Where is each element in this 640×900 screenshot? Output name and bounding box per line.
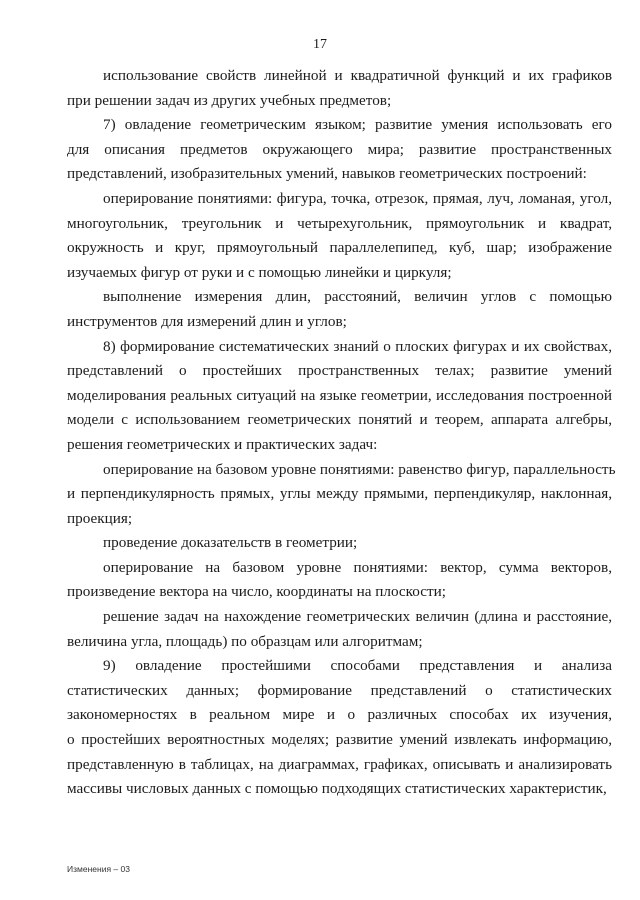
text-line: выполнение измерения длин, расстояний, величин углов с помощью: [103, 288, 612, 306]
paragraph: [67, 335, 612, 458]
text-line: представлений, изобразительных умений, навыков геометрических построений:: [67, 165, 587, 183]
text-line: при решении задач из других учебных предметов;: [67, 91, 392, 109]
paragraph: [67, 113, 612, 187]
paragraph: [67, 605, 612, 654]
text-line: оперирование на базовом уровне понятиями: вектор, сумма векторов,: [103, 558, 612, 576]
page-number: 17: [313, 37, 327, 52]
text-line: решения геометрических и практических задач:: [67, 435, 378, 453]
text-line: проведение доказательств в геометрии;: [103, 534, 358, 552]
text-line: и перпендикулярность прямых, углы между прямыми, перпендикуляр, наклонная,: [67, 485, 612, 503]
text-line: произведение вектора на число, координаты на плоскости;: [67, 583, 446, 601]
text-line: окружность и круг, прямоугольный параллелепипед, куб, шар; изображение: [67, 239, 612, 257]
text-line: инструментов для измерений длин и углов;: [67, 312, 347, 330]
paragraph: [67, 531, 612, 556]
text-line: статистических данных; формирование представлений о статистических: [67, 681, 612, 699]
text-line: оперирование понятиями: фигура, точка, отрезок, прямая, луч, ломаная, угол,: [103, 189, 612, 207]
text-line: для описания предметов окружающего мира; развитие пространственных: [67, 140, 612, 158]
text-line: величина угла, площадь) по образцам или алгоритмам;: [67, 632, 423, 650]
text-line: многоугольник, треугольник и четырехугольник, прямоугольник и квадрат,: [67, 214, 612, 232]
paragraph: [67, 654, 612, 802]
text-line: решение задач на нахождение геометрических величин (длина и расстояние,: [103, 608, 612, 626]
paragraph: [67, 64, 612, 113]
text-line: использование свойств линейной и квадратичной функций и их графиков: [103, 67, 612, 84]
document-body: [67, 64, 616, 802]
text-line: моделирования реальных ситуаций на языке геометрии, исследования построенной: [67, 386, 612, 404]
text-line: проекция;: [67, 509, 133, 527]
text-line: о простейших вероятностных моделях; развитие умений извлекать информацию,: [67, 731, 612, 749]
text-line: оперирование на базовом уровне понятиями: равенство фигур, параллельность: [103, 460, 616, 478]
text-line: 9) овладение простейшими способами представления и анализа: [103, 657, 612, 675]
text-line: изучаемых фигур от руки и с помощью линейки и циркуля;: [67, 263, 452, 281]
paragraph: [67, 187, 612, 285]
text-line: модели с использованием геометрических понятий и теорем, аппарата алгебры,: [67, 411, 612, 429]
paragraph: [67, 285, 612, 334]
text-line: массивы числовых данных с помощью подходящих статистических характеристик,: [67, 780, 607, 798]
text-line: 7) овладение геометрическим языком; развитие умения использовать его: [103, 116, 612, 134]
page-footer: Изменения – 03: [67, 864, 130, 874]
text-line: представлений о простейших пространственных телах; развитие умений: [67, 362, 612, 380]
paragraph: [67, 458, 616, 532]
text-line: 8) формирование систематических знаний о плоских фигурах и их свойствах,: [103, 337, 612, 355]
text-line: закономерностях в реальном мире и о различных способах их изучения,: [67, 706, 612, 724]
text-line: представленную в таблицах, на диаграммах, графиках, описывать и анализировать: [67, 755, 612, 773]
paragraph: [67, 556, 612, 605]
